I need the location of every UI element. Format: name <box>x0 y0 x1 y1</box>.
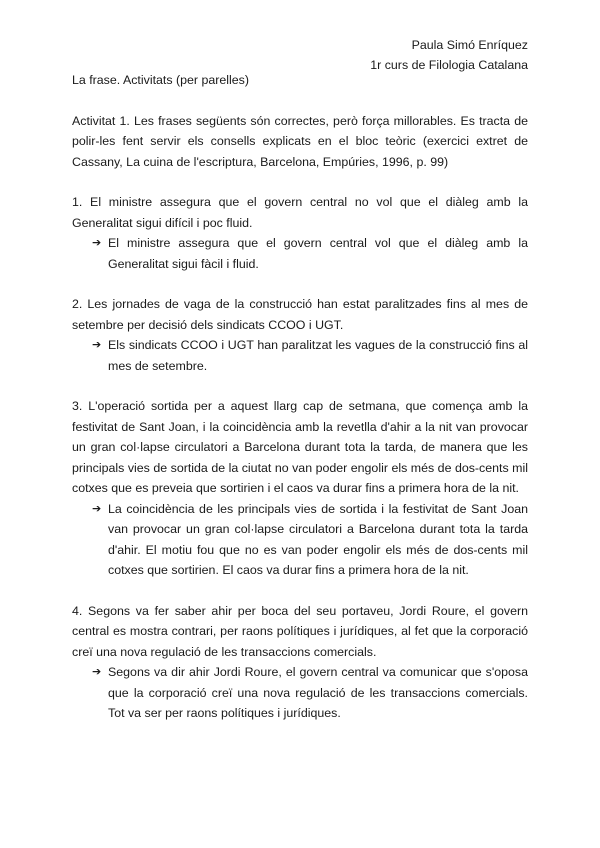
answer-text: La coincidència de les principals vies de sortida i la festivitat de Sant Joan van provocar un gran col·lapse circulatori a Barcelona durant tota la tarda d'ahir. El motiu fou que no es van poder engolir els més de dos-cents mil cotxes que sortirien. El caos va durar fins a primera hora de la nit. <box>108 501 528 577</box>
course-name: 1r curs de Filologia Catalana <box>370 58 528 72</box>
arrow-icon: ➔ <box>92 502 102 515</box>
exercise-answer <box>72 335 528 376</box>
exercise-item-3 <box>72 396 528 581</box>
exercise-item-4 <box>72 601 528 724</box>
arrow-icon: ➔ <box>92 339 102 351</box>
exercise-answer <box>72 662 528 724</box>
exercise-answer <box>72 499 528 581</box>
exercise-question: 2. Les jornades de vaga de la construcció han estat paralitzades fins al mes de setembre per decisió dels sindicats CCOO i UGT. <box>72 297 528 332</box>
arrow-icon: ➔ <box>92 237 102 249</box>
answer-text: El ministre assegura que el govern central vol que el diàleg amb la Generalitat sigui fàcil i fluid. <box>108 236 528 271</box>
author-name: Paula Simó Enríquez <box>411 38 528 52</box>
exercise-question: 1. El ministre assegura que el govern central no vol que el diàleg amb la Generalitat sigui difícil i poc fluid. <box>72 195 528 230</box>
exercise-item-2 <box>72 294 528 376</box>
exercise-question: 3. L'operació sortida per a aquest llarg cap de setmana, que comença amb la festivitat de Sant Joan, i la coincidència amb la revetlla d'ahir a la nit van provocar un gran col·lapse circulatori a Barcelona durant tota la tarda, de manera que les principals vies de sortida de la ciutat no van poder engolir els més de dos-cents mil cotxes que es preveia que sortirien i el caos va durar fins a primera hora de la nit. <box>72 399 528 495</box>
answer-text: Segons va dir ahir Jordi Roure, el govern central va comunicar que s'oposa que la corporació creï una nova regulació de les transaccions comercials. Tot va ser per raons polítiques i jurídiques. <box>108 665 528 720</box>
document-title: La frase. Activitats (per parelles) <box>72 73 249 87</box>
answer-text: Els sindicats CCOO i UGT han paralitzat les vagues de la construcció fins al mes de setembre. <box>108 338 528 373</box>
arrow-icon: ➔ <box>92 666 102 678</box>
exercise-item-1 <box>72 192 528 274</box>
exercise-question: 4. Segons va fer saber ahir per boca del seu portaveu, Jordi Roure, el govern central es mostra contrari, per raons polítiques i jurídiques, al fet que la corporació creï una nova regulació de les transaccions comercials. <box>72 603 528 659</box>
author-block <box>370 35 528 75</box>
activity-intro: Activitat 1. Les frases següents són correctes, però força millorables. Es tracta de polir-les fent servir els consells explicats en el bloc teòric (exercici extret de Cassany, La cuina de l'escriptura, Barcelona, Empúries, 1996, p. 99) <box>72 113 528 169</box>
exercise-answer <box>72 233 528 274</box>
document-body <box>72 70 528 744</box>
